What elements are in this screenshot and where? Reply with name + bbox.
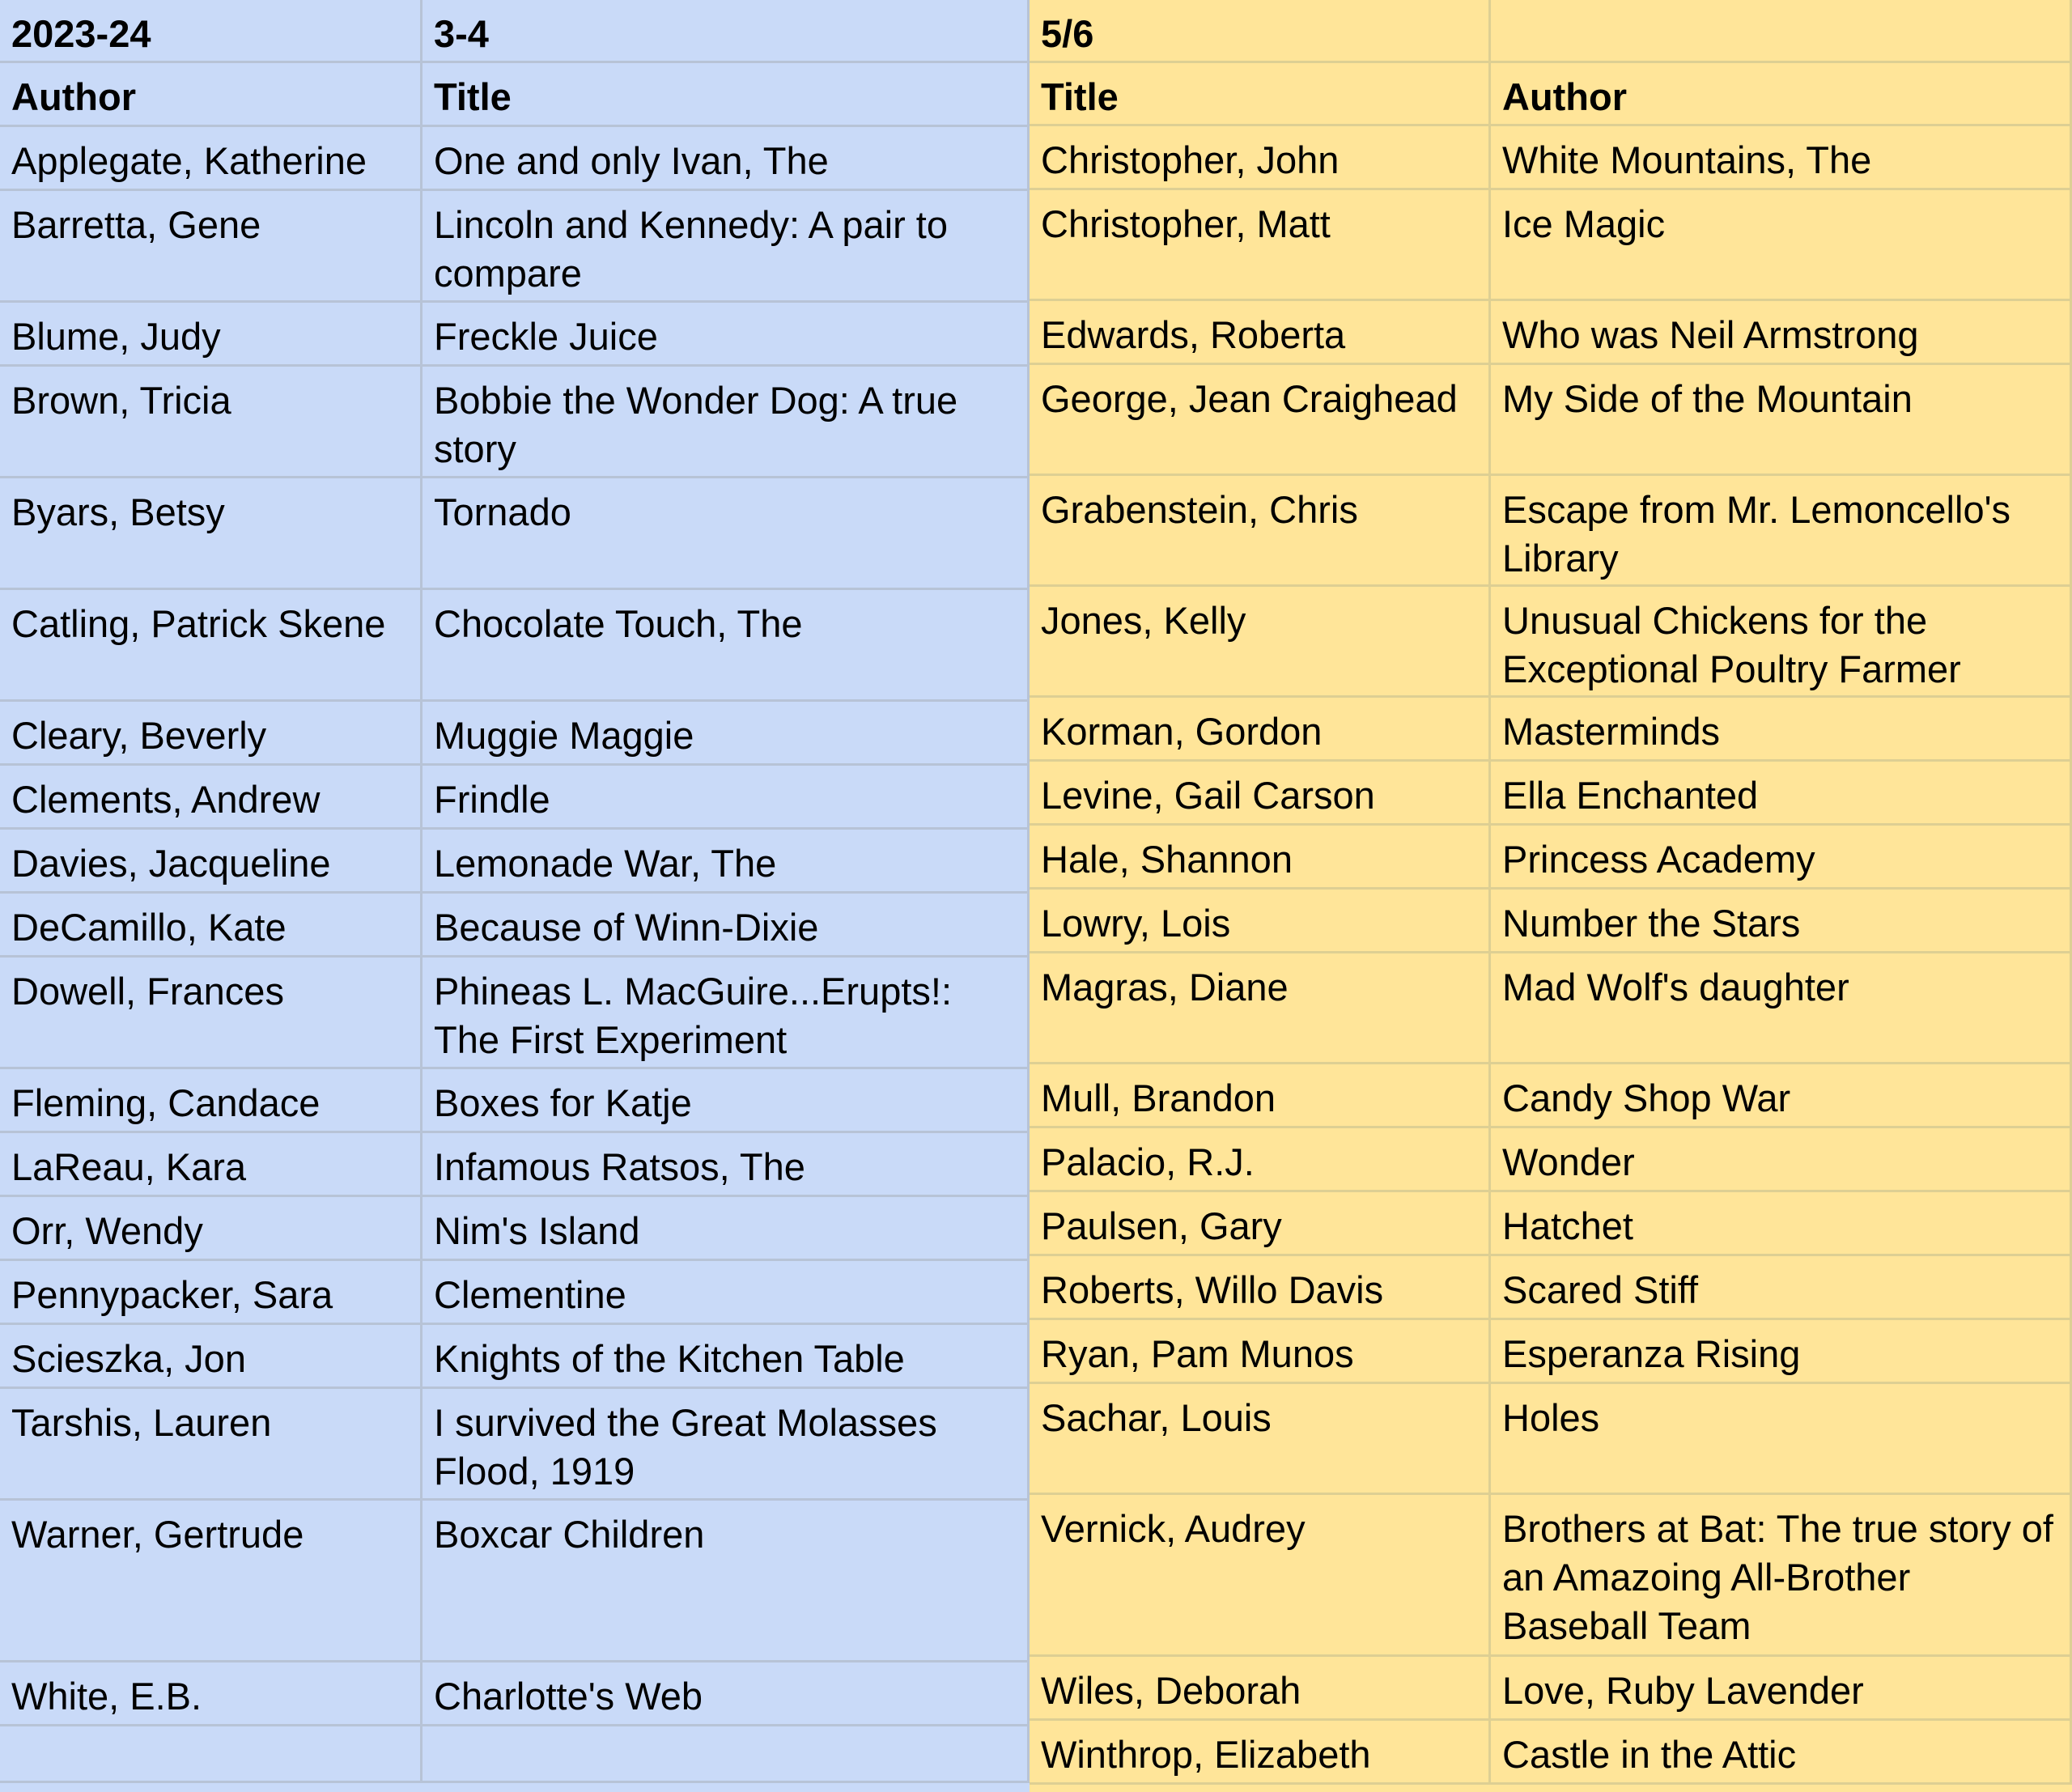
right-table-row-cell[interactable]: Levine, Gail Carson — [1030, 762, 1491, 826]
left-table-row-cell[interactable]: Cleary, Beverly — [0, 702, 422, 766]
right-table-row-cell[interactable]: Princess Academy — [1491, 826, 2072, 890]
left-table-row-cell[interactable]: Lemonade War, The — [422, 830, 1030, 894]
left-table-row-cell[interactable]: Davies, Jacqueline — [0, 830, 422, 894]
left-table-row-cell[interactable]: Phineas L. MacGuire...Erupts!: The First Experiment — [422, 958, 1030, 1069]
right-table-row-cell[interactable]: Masterminds — [1491, 698, 2072, 762]
right-table-row-cell[interactable]: White Mountains, The — [1491, 126, 2072, 190]
right-table-row-cell[interactable]: Love, Ruby Lavender — [1491, 1657, 2072, 1721]
right-table-row-cell[interactable]: My Side of the Mountain — [1491, 365, 2072, 476]
left-table-row-cell[interactable]: Charlotte's Web — [422, 1662, 1030, 1726]
right-table-row-cell[interactable]: George, Jean Craighead — [1030, 365, 1491, 476]
left-table-row-cell[interactable]: I survived the Great Molasses Flood, 1919 — [422, 1389, 1030, 1501]
right-table-row-cell[interactable]: Castle in the Attic — [1491, 1721, 2072, 1785]
right-table-row-cell[interactable]: Paulsen, Gary — [1030, 1192, 1491, 1256]
right-header-row-cell[interactable] — [1491, 0, 2072, 63]
left-table-row-cell[interactable]: Knights of the Kitchen Table — [422, 1325, 1030, 1389]
left-table-row-cell[interactable]: Because of Winn-Dixie — [422, 894, 1030, 958]
right-table-row-cell[interactable]: Jones, Kelly — [1030, 587, 1491, 698]
right-table-row-cell[interactable]: Candy Shop War — [1491, 1064, 2072, 1128]
right-table-row-cell[interactable]: Hatchet — [1491, 1192, 2072, 1256]
right-table-row-cell[interactable]: Scared Stiff — [1491, 1256, 2072, 1320]
left-table-row-cell[interactable]: Infamous Ratsos, The — [422, 1133, 1030, 1197]
left-table-row-cell[interactable]: Frindle — [422, 766, 1030, 830]
right-table-row-cell[interactable]: Wonder — [1491, 1128, 2072, 1192]
left-table-row-cell[interactable]: Freckle Juice — [422, 303, 1030, 367]
right-table-row-cell[interactable]: Hale, Shannon — [1030, 826, 1491, 890]
left-table-row-cell[interactable]: Dowell, Frances — [0, 958, 422, 1069]
right-table-row-cell[interactable]: Palacio, R.J. — [1030, 1128, 1491, 1192]
right-table-row-cell[interactable]: Sachar, Louis — [1030, 1384, 1491, 1495]
right-column-header-row-cell[interactable]: Title — [1030, 63, 1491, 126]
left-table-row-cell[interactable]: Warner, Gertrude — [0, 1501, 422, 1662]
right-column-header-row-cell[interactable]: Author — [1491, 63, 2072, 126]
right-table-row-cell[interactable]: Wiles, Deborah — [1030, 1657, 1491, 1721]
left-table-row-cell[interactable]: Tornado — [422, 478, 1030, 590]
left-table-row-cell[interactable]: Bobbie the Wonder Dog: A true story — [422, 367, 1030, 478]
left-header-row-cell[interactable]: 2023-24 — [0, 0, 422, 63]
left-table-row-cell[interactable]: Chocolate Touch, The — [422, 590, 1030, 702]
left-table-row-cell[interactable]: Muggie Maggie — [422, 702, 1030, 766]
right-table-row-cell[interactable]: Escape from Mr. Lemoncello's Library — [1491, 476, 2072, 587]
left-table-row-cell[interactable]: White, E.B. — [0, 1662, 422, 1726]
left-table-row-cell[interactable]: Boxes for Katje — [422, 1069, 1030, 1133]
right-table-row-cell[interactable]: Mull, Brandon — [1030, 1064, 1491, 1128]
left-table-row-cell[interactable]: Nim's Island — [422, 1197, 1030, 1261]
left-table-row-cell[interactable]: Clements, Andrew — [0, 766, 422, 830]
right-table-row-cell[interactable]: Roberts, Willo Davis — [1030, 1256, 1491, 1320]
right-table-row-cell[interactable]: Vernick, Audrey — [1030, 1495, 1491, 1657]
right-table-row-cell[interactable]: Brothers at Bat: The true story of an Amazoing All-Brother Baseball Team — [1491, 1495, 2072, 1657]
right-table-row-cell[interactable]: Unusual Chickens for the Exceptional Poultry Farmer — [1491, 587, 2072, 698]
right-table-row-cell[interactable]: Holes — [1491, 1384, 2072, 1495]
right-table-row-cell[interactable]: Ice Magic — [1491, 190, 2072, 301]
right-table-row-cell[interactable]: Edwards, Roberta — [1030, 301, 1491, 365]
right-table-row-cell[interactable]: Number the Stars — [1491, 890, 2072, 953]
left-column-header-row-cell[interactable]: Author — [0, 63, 422, 127]
right-table-row-cell[interactable]: Christopher, Matt — [1030, 190, 1491, 301]
right-header-row-cell[interactable]: 5/6 — [1030, 0, 1491, 63]
left-table-row-cell[interactable]: Applegate, Katherine — [0, 127, 422, 191]
left-table-row-cell[interactable]: Catling, Patrick Skene — [0, 590, 422, 702]
left-table-row-cell[interactable]: Clementine — [422, 1261, 1030, 1325]
right-table-row-cell[interactable]: Ella Enchanted — [1491, 762, 2072, 826]
right-table-row-cell[interactable]: Esperanza Rising — [1491, 1320, 2072, 1384]
left-table-row-cell[interactable]: Tarshis, Lauren — [0, 1389, 422, 1501]
left-table-row-cell[interactable]: Byars, Betsy — [0, 478, 422, 590]
left-table-row-cell[interactable]: One and only Ivan, The — [422, 127, 1030, 191]
right-table-row-cell[interactable]: Winthrop, Elizabeth — [1030, 1721, 1491, 1785]
left-table-row-cell[interactable]: Orr, Wendy — [0, 1197, 422, 1261]
right-table-row-cell[interactable]: Who was Neil Armstrong — [1491, 301, 2072, 365]
right-table-row-cell[interactable]: Magras, Diane — [1030, 953, 1491, 1064]
left-column-header-row-cell[interactable]: Title — [422, 63, 1030, 127]
left-table-row-cell[interactable] — [422, 1726, 1030, 1783]
right-table-row-cell[interactable]: Lowry, Lois — [1030, 890, 1491, 953]
left-table-row-cell[interactable] — [0, 1726, 422, 1783]
left-table-row-cell[interactable]: Brown, Tricia — [0, 367, 422, 478]
left-table-row-cell[interactable]: Boxcar Children — [422, 1501, 1030, 1662]
right-table-row-cell[interactable]: Ryan, Pam Munos — [1030, 1320, 1491, 1384]
grades-5-6-table — [1030, 0, 2072, 1792]
left-header-row-cell[interactable]: 3-4 — [422, 0, 1030, 63]
grades-3-4-table — [0, 0, 1030, 1792]
left-table-row-cell[interactable]: Blume, Judy — [0, 303, 422, 367]
right-table-row-cell[interactable]: Korman, Gordon — [1030, 698, 1491, 762]
left-table-row-cell[interactable]: Barretta, Gene — [0, 191, 422, 303]
right-table-row-cell[interactable]: Mad Wolf's daughter — [1491, 953, 2072, 1064]
right-table-row-cell[interactable]: Christopher, John — [1030, 126, 1491, 190]
left-table-row-cell[interactable]: LaReau, Kara — [0, 1133, 422, 1197]
right-table-row-cell[interactable]: Grabenstein, Chris — [1030, 476, 1491, 587]
left-table-row-cell[interactable]: DeCamillo, Kate — [0, 894, 422, 958]
left-table-row-cell[interactable]: Pennypacker, Sara — [0, 1261, 422, 1325]
left-table-row-cell[interactable]: Lincoln and Kennedy: A pair to compare — [422, 191, 1030, 303]
left-table-row-cell[interactable]: Fleming, Candace — [0, 1069, 422, 1133]
left-table-row-cell[interactable]: Scieszka, Jon — [0, 1325, 422, 1389]
